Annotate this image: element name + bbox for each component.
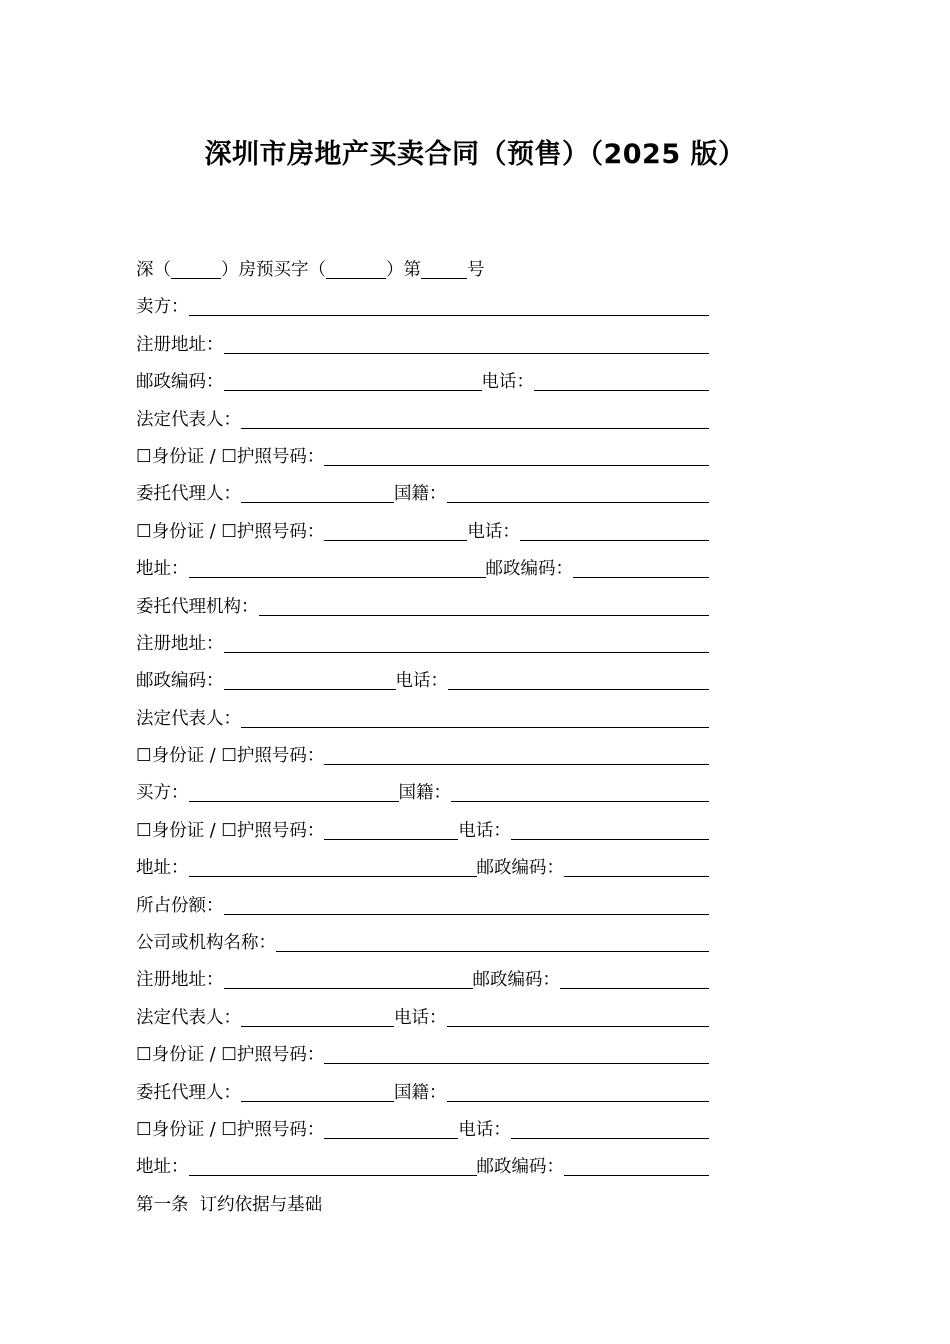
buyer-legal-rep-label: 法定代表人： [136,1007,241,1028]
buyer-legal-rep-id-label: ☐身份证 / ☐护照号码： [136,1045,325,1066]
seller-nationality-label: 国籍： [394,484,447,505]
buyer-reg-address-label: 注册地址： [136,970,224,991]
agency-phone-label: 电话： [395,671,448,692]
agency-phone-field[interactable] [448,671,709,690]
agency-legal-rep-row [136,692,709,729]
seller-agent-postcode-label: 邮政编码： [485,559,573,580]
buyer-agent-postcode-field[interactable] [564,1157,709,1176]
buyer-agent-row [136,1066,709,1103]
agency-reg-address-label: 注册地址： [136,633,224,654]
seller-row [136,281,709,318]
seller-id-field[interactable] [324,447,709,466]
seller-agent-address-row [136,543,709,580]
seller-reg-address-label: 注册地址： [136,334,224,355]
seller-agent-address-label: 地址： [136,559,189,580]
buyer-legal-rep-id-field[interactable] [324,1045,709,1064]
seller-agent-id-field[interactable] [324,522,467,541]
seller-phone-field[interactable] [534,372,709,391]
agency-id-label: ☐身份证 / ☐护照号码： [136,746,325,767]
seller-agent-field[interactable] [241,484,394,503]
ref-number-field[interactable] [421,260,467,279]
seller-nationality-field[interactable] [447,484,710,503]
buyer-company-row [136,917,709,954]
seller-agency-label: 委托代理机构： [136,596,259,617]
ref-suffix: 号 [467,260,485,280]
buyer-id-field[interactable] [324,821,458,840]
buyer-legal-rep-phone-field[interactable] [447,1008,710,1027]
agency-legal-rep-field[interactable] [241,709,709,728]
seller-legal-rep-row [136,393,709,430]
buyer-share-row [136,879,709,916]
seller-reg-address-field[interactable] [224,335,710,354]
ref-middle: ）房预买字（ [221,260,326,280]
buyer-legal-rep-field[interactable] [241,1008,394,1027]
buyer-agent-nationality-label: 国籍： [394,1082,447,1103]
agency-id-row [136,730,709,767]
buyer-reg-address-field[interactable] [224,970,473,989]
agency-reg-address-field[interactable] [224,634,710,653]
seller-legal-rep-field[interactable] [241,410,709,429]
seller-postcode-row [136,356,709,393]
buyer-address-row [136,842,709,879]
buyer-legal-rep-id-row [136,1029,709,1066]
buyer-company-field[interactable] [276,933,709,952]
buyer-field[interactable] [189,783,399,802]
seller-agent-id-row [136,505,709,542]
buyer-company-postcode-label: 邮政编码： [472,970,560,991]
agency-legal-rep-label: 法定代表人： [136,708,241,729]
seller-field[interactable] [189,297,710,316]
buyer-agent-postcode-label: 邮政编码： [476,1157,564,1178]
buyer-postcode-field[interactable] [564,858,709,877]
buyer-legal-rep-row [136,991,709,1028]
buyer-id-row [136,804,709,841]
buyer-nationality-label: 国籍： [398,783,451,804]
seller-agent-phone-field[interactable] [520,522,709,541]
document-title: 深圳市房地产买卖合同（预售）（2025 版） [204,139,746,170]
agency-reg-address-row [136,618,709,655]
buyer-agent-address-row [136,1141,709,1178]
seller-id-row [136,431,709,468]
seller-id-label: ☐身份证 / ☐护照号码： [136,446,325,467]
seller-agent-row [136,468,709,505]
buyer-label: 买方： [136,783,189,804]
buyer-agent-address-label: 地址： [136,1157,189,1178]
seller-agency-field[interactable] [259,597,710,616]
buyer-phone-field[interactable] [511,821,709,840]
buyer-company-postcode-field[interactable] [560,970,709,989]
article-1-heading-row [136,1178,709,1215]
agency-postcode-row [136,655,709,692]
seller-postcode-label: 邮政编码： [136,372,224,393]
buyer-agent-field[interactable] [241,1083,394,1102]
agency-postcode-label: 邮政编码： [136,671,224,692]
buyer-address-field[interactable] [189,858,477,877]
buyer-id-label: ☐身份证 / ☐护照号码： [136,820,325,841]
buyer-agent-phone-field[interactable] [511,1120,709,1139]
ref-prefix: 深（ [136,260,171,280]
buyer-reg-address-row [136,954,709,991]
buyer-agent-id-label: ☐身份证 / ☐护照号码： [136,1119,325,1140]
buyer-agent-nationality-field[interactable] [447,1083,710,1102]
seller-legal-rep-label: 法定代表人： [136,409,241,430]
buyer-agent-address-field[interactable] [189,1157,477,1176]
buyer-phone-label: 电话： [458,820,511,841]
seller-phone-label: 电话： [481,372,534,393]
seller-label: 卖方： [136,297,189,318]
buyer-legal-rep-phone-label: 电话： [394,1007,447,1028]
ref-district-field[interactable] [171,260,221,279]
buyer-agent-phone-label: 电话： [458,1119,511,1140]
buyer-postcode-label: 邮政编码： [476,858,564,879]
article-1-heading: 第一条 订约依据与基础 [136,1194,323,1215]
buyer-share-label: 所占份额： [136,895,224,916]
buyer-agent-id-row [136,1104,709,1141]
buyer-address-label: 地址： [136,858,189,879]
seller-agent-postcode-field[interactable] [573,559,709,578]
reference-line [136,247,709,281]
buyer-nationality-field[interactable] [451,783,709,802]
seller-agent-label: 委托代理人： [136,484,241,505]
seller-agency-row [136,580,709,617]
seller-agent-phone-label: 电话： [467,521,520,542]
buyer-share-field[interactable] [224,896,710,915]
ref-year-field[interactable] [326,260,386,279]
contract-form [136,247,709,1216]
seller-postcode-field[interactable] [224,372,482,391]
seller-agent-id-label: ☐身份证 / ☐护照号码： [136,521,325,542]
ref-no-label: ）第 [386,260,421,280]
buyer-company-label: 公司或机构名称： [136,933,276,954]
agency-postcode-field[interactable] [224,671,396,690]
agency-id-field[interactable] [324,746,709,765]
buyer-agent-id-field[interactable] [324,1120,458,1139]
seller-agent-address-field[interactable] [189,559,486,578]
buyer-row [136,767,709,804]
buyer-agent-label: 委托代理人： [136,1082,241,1103]
seller-reg-address-row [136,318,709,355]
